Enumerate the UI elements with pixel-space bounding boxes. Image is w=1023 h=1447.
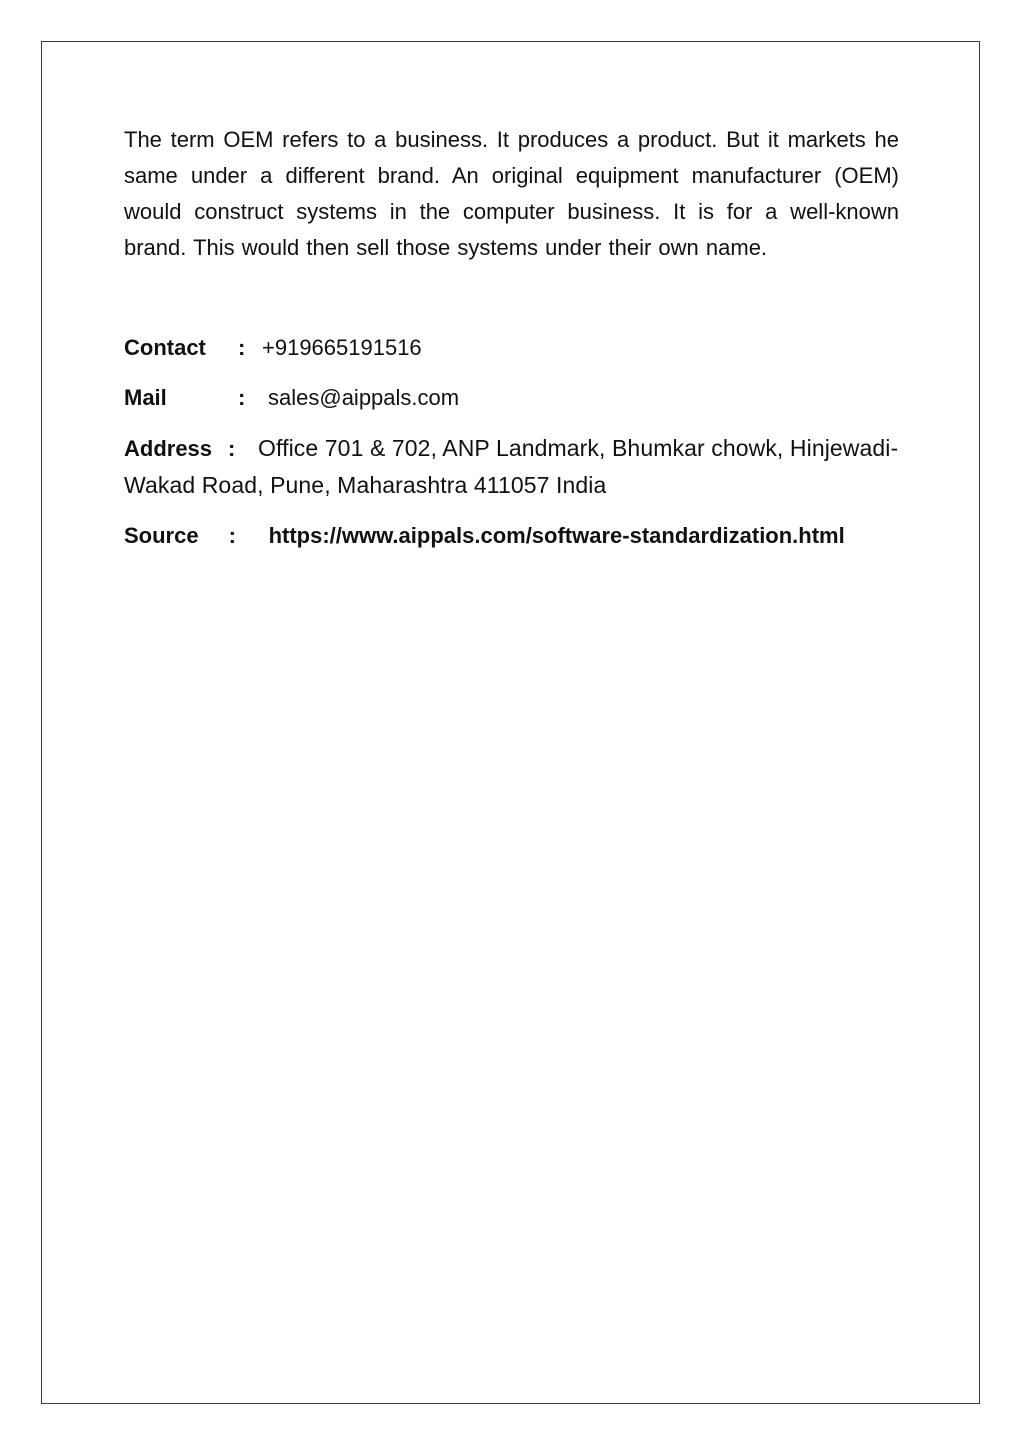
contact-label: Contact <box>124 335 206 360</box>
body-paragraph: The term OEM refers to a business. It produces a product. But it markets he same under a different brand. An original equipment manufacturer (OEM) would construct systems in the computer business. It is for a well-known brand. This would then sell those systems under their own name. <box>124 127 899 260</box>
contact-row <box>124 330 899 366</box>
mail-row <box>124 380 899 416</box>
source-separator: : <box>228 523 236 548</box>
address-label: Address <box>124 436 213 461</box>
mail-label: Mail <box>124 385 167 410</box>
source-label: Source <box>124 523 199 548</box>
source-row <box>124 518 899 554</box>
mail-value: sales@aippals.com <box>268 385 460 410</box>
contact-value: +919665191516 <box>262 335 422 360</box>
source-link[interactable]: https://www.aippals.com/software-standardization.html <box>268 523 845 548</box>
address-value: Office 701 & 702, ANP Landmark, Bhumkar chowk, Hinjewadi-Wakad Road, Pune, Maharashtra 411057 India <box>124 435 899 498</box>
address-separator: : <box>228 436 236 461</box>
address-row <box>124 430 899 504</box>
mail-separator: : <box>238 385 246 410</box>
contact-separator: : <box>238 335 246 360</box>
document-content <box>124 122 899 568</box>
contact-block <box>124 330 899 554</box>
